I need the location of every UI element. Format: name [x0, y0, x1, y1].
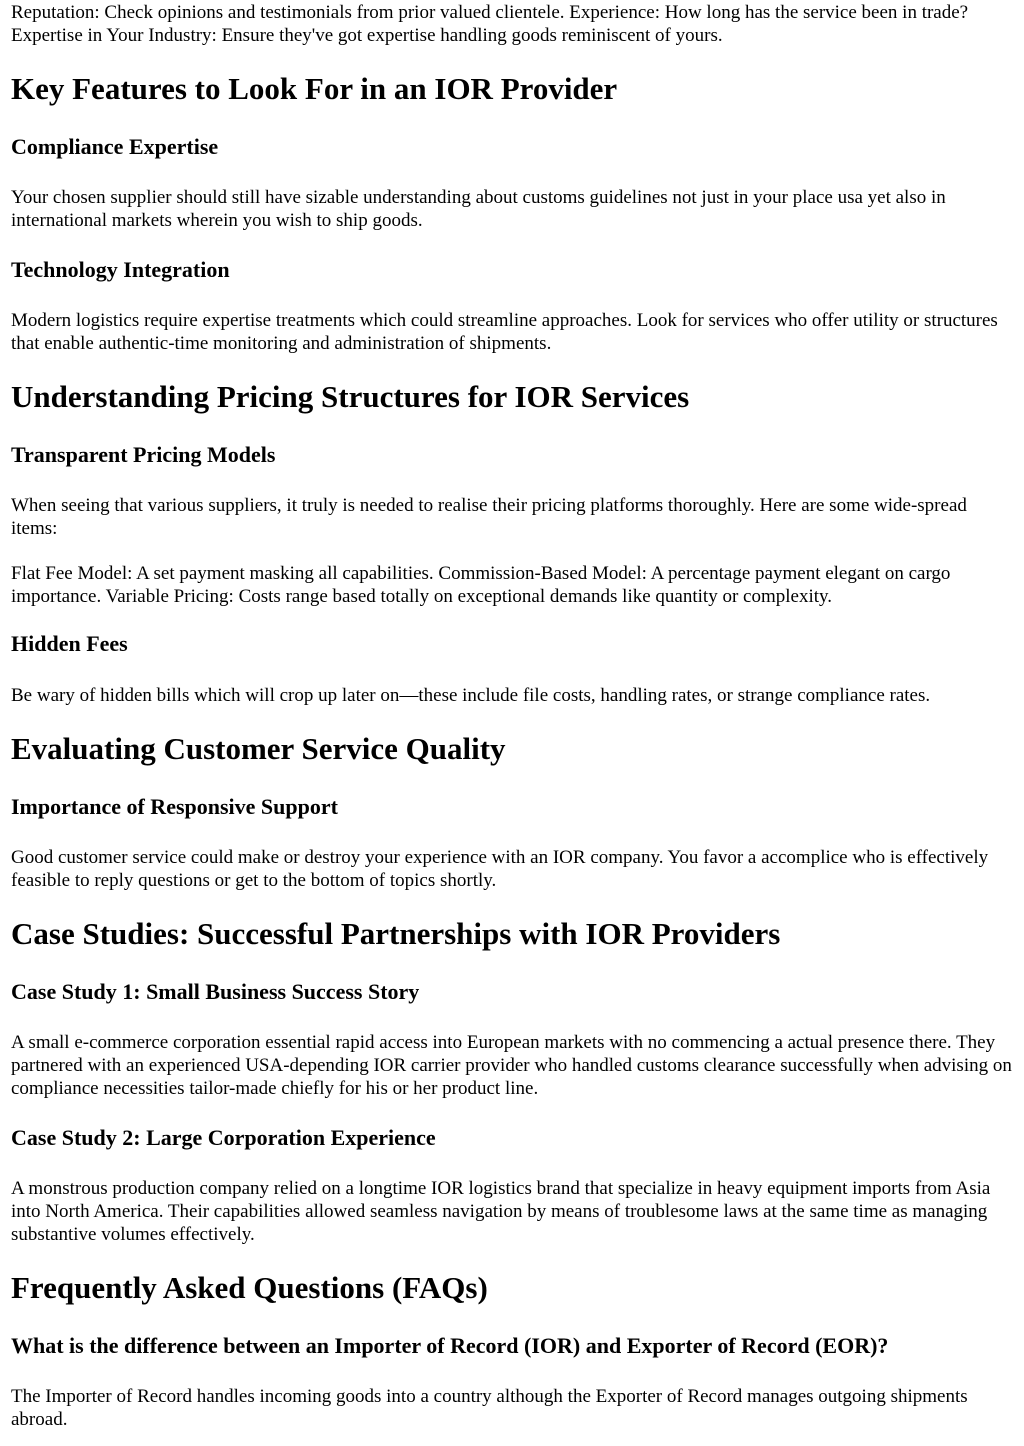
- paragraph-hidden-fees: Be wary of hidden bills which will crop up later on—these include file costs, handling rates, or strange compliance rates.: [11, 685, 931, 706]
- paragraph-case-study-2: A monstrous production company relied on a longtime IOR logistics brand that specialize in heavy equipment imports from Asia into North America. Their capabilities allowed seamless navigation by means of troublesome laws at the same time as managing substantive volumes effectively.: [11, 1178, 991, 1245]
- paragraph-transparent-pricing: When seeing that various suppliers, it truly is needed to realise their pricing platforms thoroughly. Here are some wide-spread items:: [11, 495, 967, 539]
- section-heading-faqs: Frequently Asked Questions (FAQs): [11, 1270, 488, 1305]
- paragraph-responsive-support: Good customer service could make or destroy your experience with an IOR company. You favor a accomplice who is effectively feasible to reply questions or get to the bottom of topics shortly.: [11, 847, 989, 891]
- subheading-case-study-1: Case Study 1: Small Business Success Story: [11, 979, 420, 1004]
- paragraph-case-study-1: A small e-commerce corporation essential rapid access into European markets with no commencing a actual presence there. They partnered with an experienced USA-depending IOR carrier provider who handled customs clearance successfully when advising on compliance necessities tailor-made chiefly for his or her product line.: [11, 1032, 1012, 1099]
- subheading-responsive-support: Importance of Responsive Support: [11, 794, 338, 819]
- subheading-case-study-2: Case Study 2: Large Corporation Experience: [11, 1125, 436, 1150]
- faq-answer-1: The Importer of Record handles incoming goods into a country although the Exporter of Record manages outgoing shipments abroad.: [11, 1386, 968, 1430]
- section-heading-case-studies: Case Studies: Successful Partnerships with IOR Providers: [11, 916, 781, 951]
- paragraph-compliance: Your chosen supplier should still have sizable understanding about customs guidelines not just in your place usa yet also in international markets wherein you wish to ship goods.: [11, 187, 946, 231]
- faq-question-1: What is the difference between an Importer of Record (IOR) and Exporter of Record (EOR)?: [11, 1333, 889, 1358]
- subheading-hidden-fees: Hidden Fees: [11, 631, 128, 656]
- subheading-technology-integration: Technology Integration: [11, 257, 230, 282]
- intro-paragraph: Reputation: Check opinions and testimonials from prior valued clientele. Experience: How long has the service been in trade? Expertise in Your Industry: Ensure they've got expertise handling goods reminiscent of yours.: [11, 2, 969, 46]
- subheading-transparent-pricing: Transparent Pricing Models: [11, 442, 276, 467]
- section-heading-pricing: Understanding Pricing Structures for IOR Services: [11, 379, 690, 414]
- paragraph-technology: Modern logistics require expertise treatments which could streamline approaches. Look for services who offer utility or structures that enable authentic-time monitoring and administration of shipments.: [11, 310, 998, 354]
- section-heading-key-features: Key Features to Look For in an IOR Provider: [11, 71, 618, 106]
- paragraph-pricing-models: Flat Fee Model: A set payment masking all capabilities. Commission-Based Model: A percentage payment elegant on cargo importance. Variable Pricing: Costs range based totally on exceptional demands like quantity or complexity.: [11, 563, 951, 607]
- subheading-compliance-expertise: Compliance Expertise: [11, 134, 219, 159]
- section-heading-customer-service: Evaluating Customer Service Quality: [11, 731, 506, 766]
